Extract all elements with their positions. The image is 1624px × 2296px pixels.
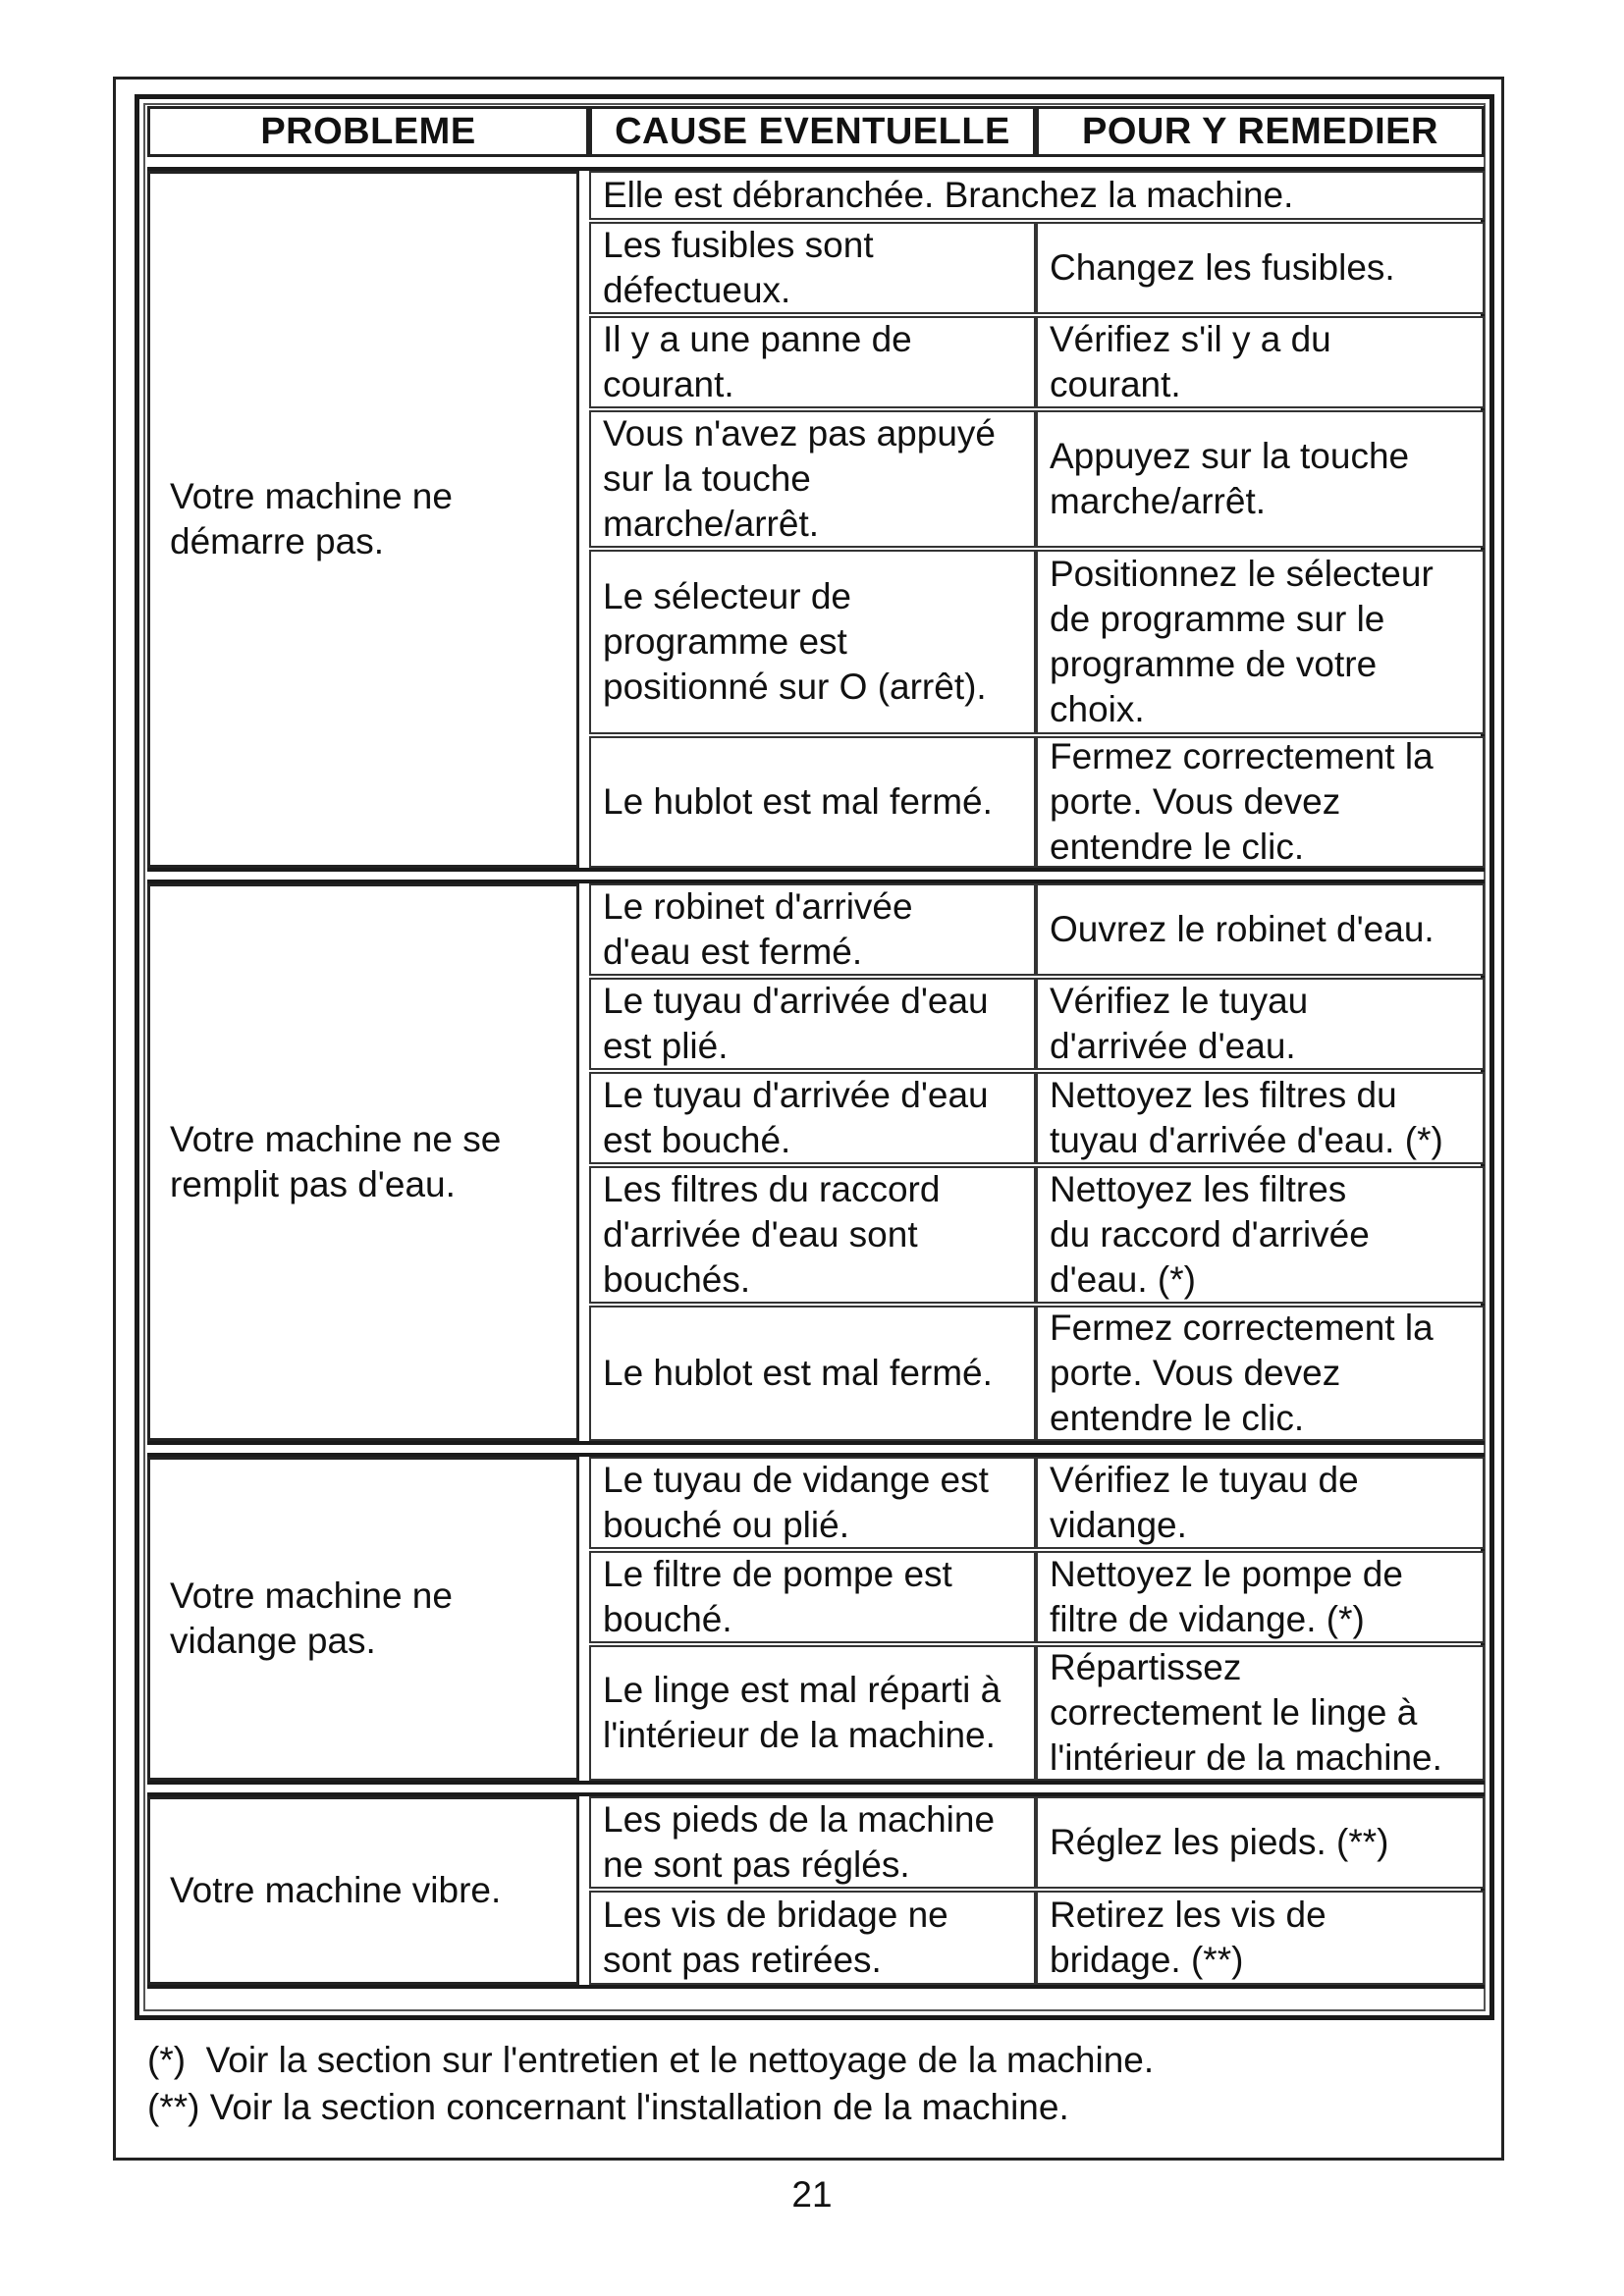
remedy-cell: Nettoyez les filtres du raccord d'arrivée d'eau. (*) <box>1036 1166 1485 1304</box>
cause-cell: Vous n'avez pas appuyé sur la touche marche/arrêt. <box>589 410 1036 548</box>
remedy-cell: Ouvrez le robinet d'eau. <box>1036 883 1485 976</box>
problem-cell: Votre machine ne démarre pas. <box>147 171 579 868</box>
header-probleme: PROBLEME <box>147 106 589 157</box>
cause-cell: Le tuyau d'arrivée d'eau est plié. <box>589 978 1036 1070</box>
remedy-cell: Fermez correctement la porte. Vous devez entendre le clic. <box>1036 1306 1485 1441</box>
problem-cell: Votre machine ne se remplit pas d'eau. <box>147 883 579 1441</box>
remedy-cell: Vérifiez le tuyau de vidange. <box>1036 1457 1485 1549</box>
cause-cell: Le tuyau d'arrivée d'eau est bouché. <box>589 1072 1036 1164</box>
remedy-cell: Retirez les vis de bridage. (**) <box>1036 1891 1485 1985</box>
cause-cell: Le linge est mal réparti à l'intérieur de la machine. <box>589 1645 1036 1781</box>
remedy-cell: Réglez les pieds. (**) <box>1036 1796 1485 1889</box>
problem-cell: Votre machine ne vidange pas. <box>147 1457 579 1781</box>
remedy-cell: Nettoyez les filtres du tuyau d'arrivée d'eau. (*) <box>1036 1072 1485 1164</box>
cause-cell: Les vis de bridage ne sont pas retirées. <box>589 1891 1036 1985</box>
footnote-installation: (**) Voir la section concernant l'installation de la machine. <box>147 2087 1069 2127</box>
remedy-cell: Répartissez correctement le linge à l'intérieur de la machine. <box>1036 1645 1485 1781</box>
remedy-cell: Fermez correctement la porte. Vous devez entendre le clic. <box>1036 736 1485 868</box>
cause-cell: Le robinet d'arrivée d'eau est fermé. <box>589 883 1036 976</box>
remedy-cell: Nettoyez le pompe de filtre de vidange. (*) <box>1036 1551 1485 1643</box>
remedy-cell: Changez les fusibles. <box>1036 222 1485 314</box>
cause-cell: Le hublot est mal fermé. <box>589 736 1036 868</box>
cause-cell: Le hublot est mal fermé. <box>589 1306 1036 1441</box>
cause-cell: Les fusibles sont défectueux. <box>589 222 1036 314</box>
cause-cell: Elle est débranchée. Branchez la machine. <box>589 171 1485 220</box>
remedy-cell: Appuyez sur la touche marche/arrêt. <box>1036 410 1485 548</box>
header-remede: POUR Y REMEDIER <box>1036 106 1485 157</box>
cause-cell: Il y a une panne de courant. <box>589 316 1036 408</box>
cause-cell: Le tuyau de vidange est bouché ou plié. <box>589 1457 1036 1549</box>
cause-cell: Le filtre de pompe est bouché. <box>589 1551 1036 1643</box>
footnote-entretien: (*) Voir la section sur l'entretien et le nettoyage de la machine. <box>147 2040 1155 2080</box>
problem-cell: Votre machine vibre. <box>147 1796 579 1985</box>
cause-cell: Les filtres du raccord d'arrivée d'eau sont bouchés. <box>589 1166 1036 1304</box>
cause-cell: Le sélecteur de programme est positionné sur O (arrêt). <box>589 550 1036 734</box>
page-number: 21 <box>791 2174 833 2215</box>
header-cause: CAUSE EVENTUELLE <box>589 106 1036 157</box>
remedy-cell: Vérifiez s'il y a du courant. <box>1036 316 1485 408</box>
remedy-cell: Vérifiez le tuyau d'arrivée d'eau. <box>1036 978 1485 1070</box>
cause-cell: Les pieds de la machine ne sont pas réglés. <box>589 1796 1036 1889</box>
remedy-cell: Positionnez le sélecteur de programme sur le programme de votre choix. <box>1036 550 1485 734</box>
